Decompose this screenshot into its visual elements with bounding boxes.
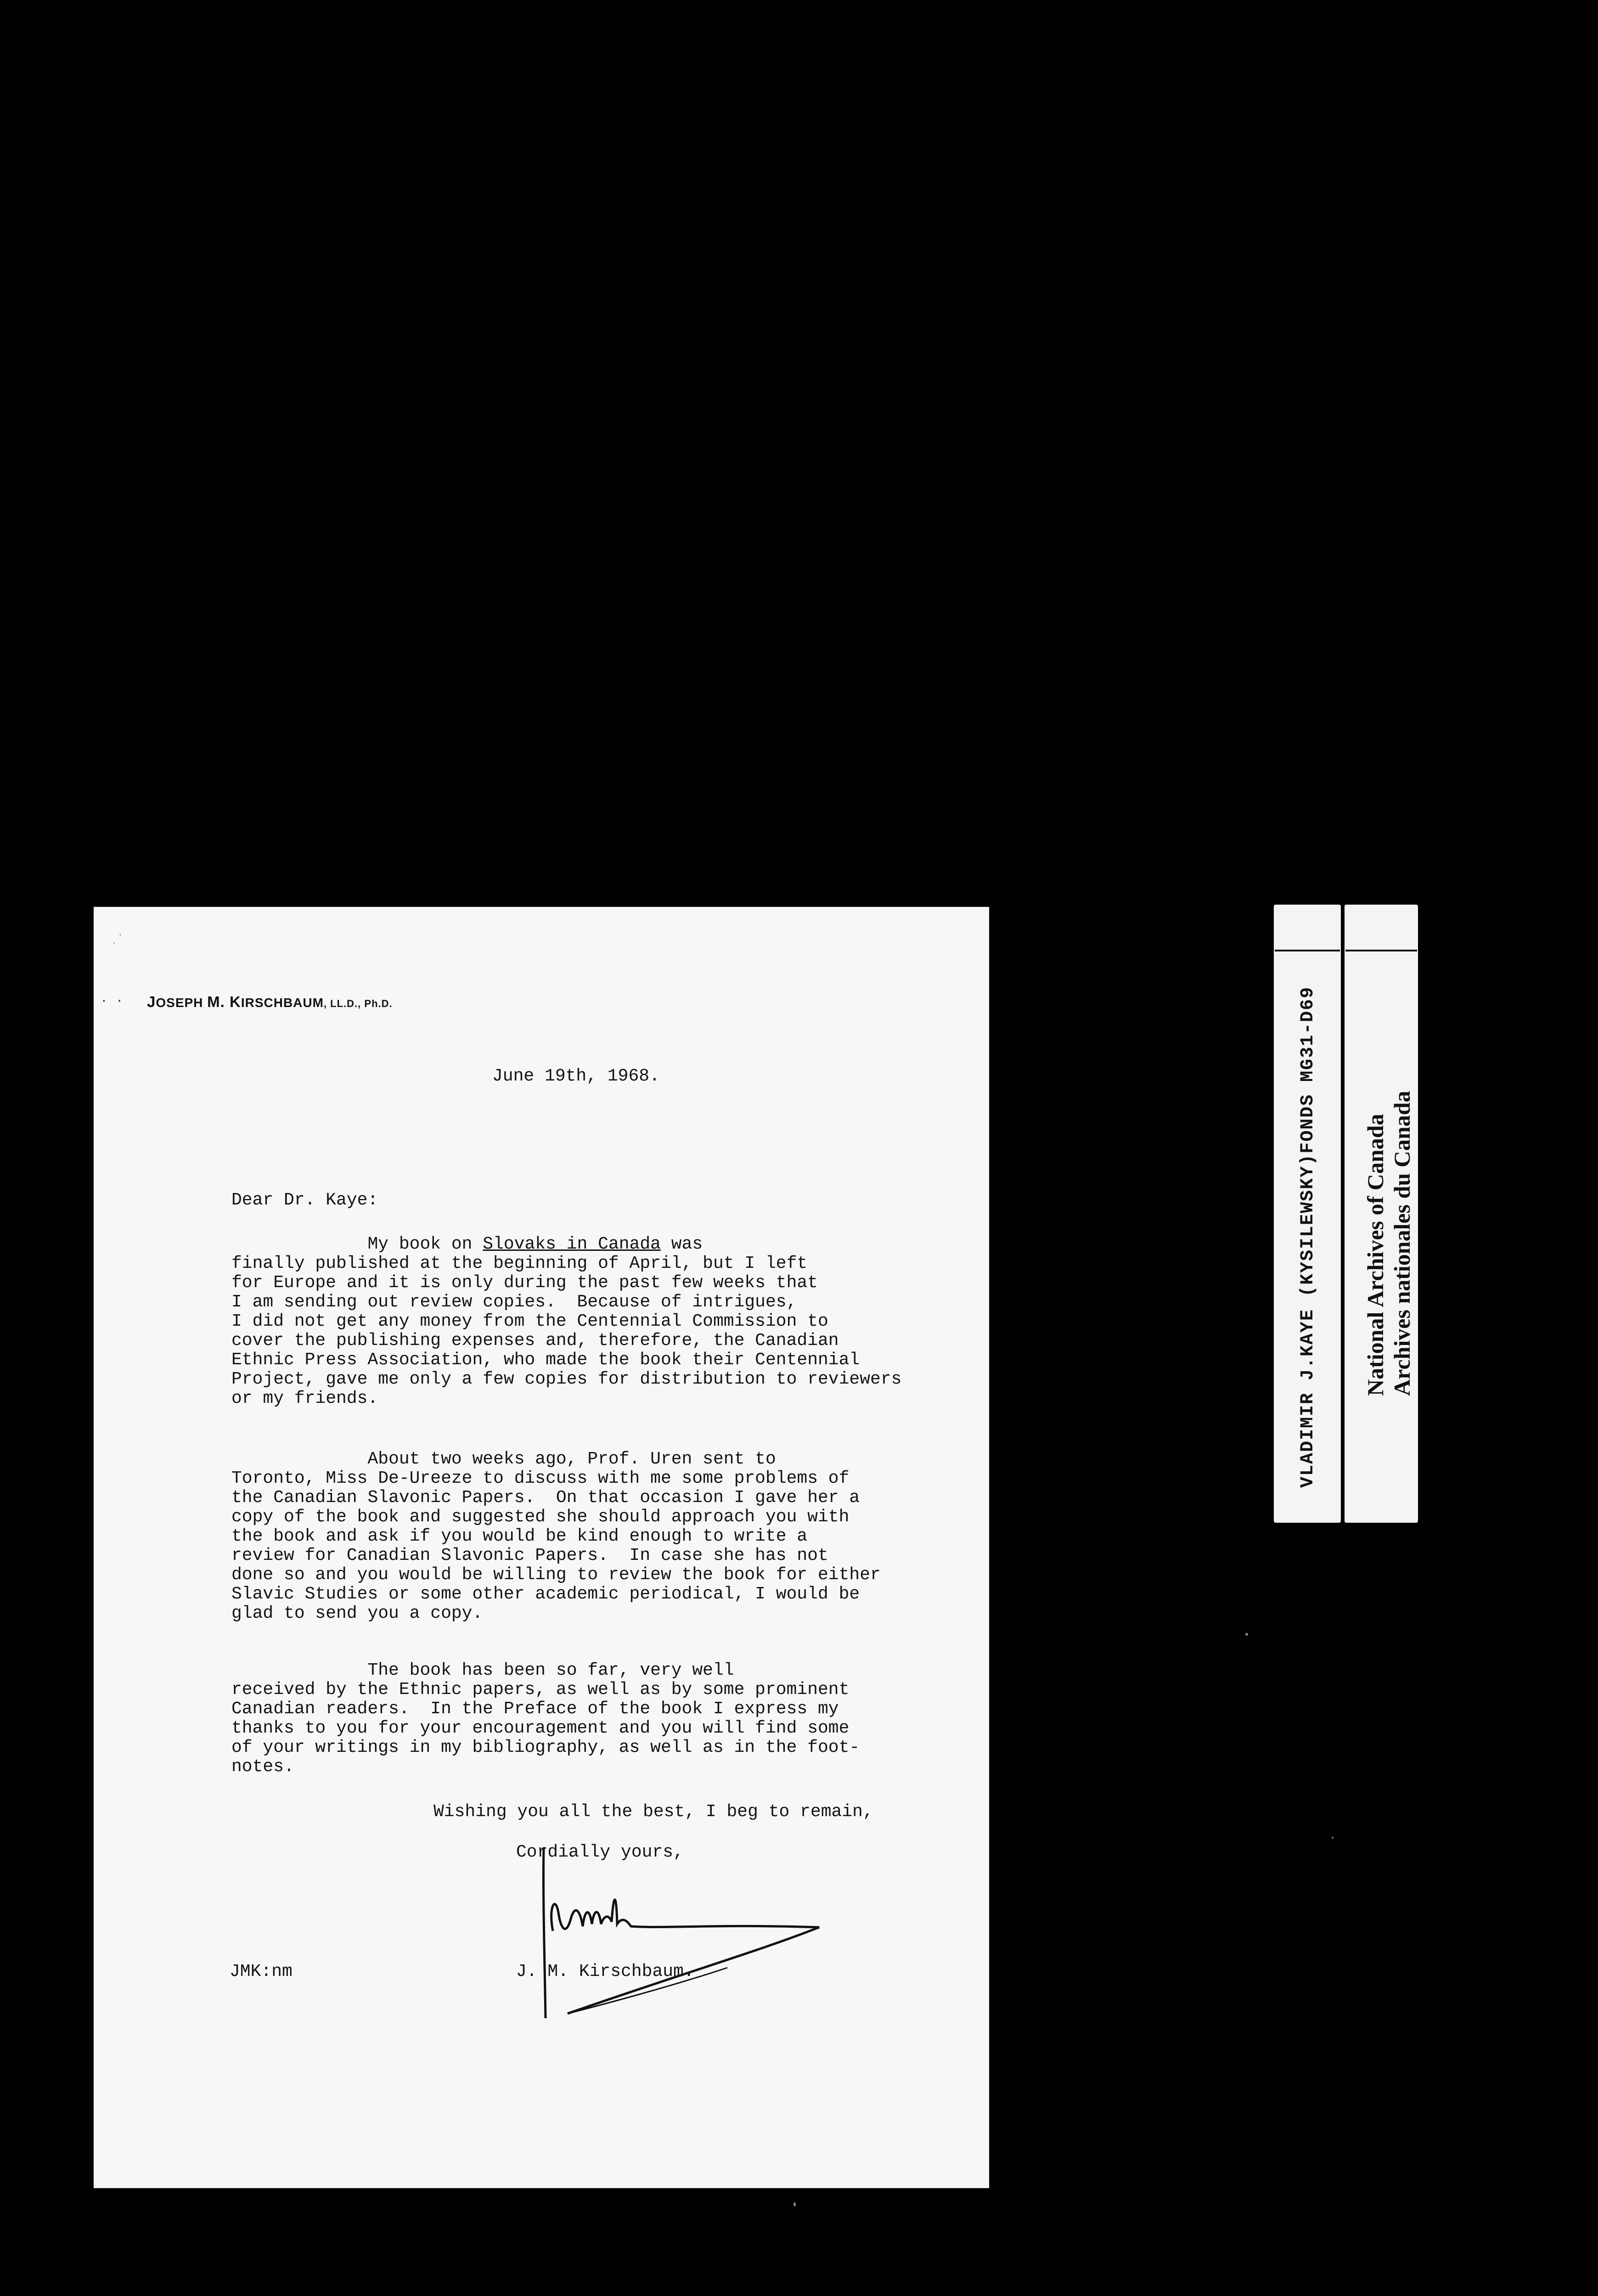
book-title: Slovaks in Canada (483, 1234, 661, 1254)
closing-line: Wishing you all the best, I beg to remain, (433, 1802, 873, 1822)
letterhead-initial: J (147, 993, 156, 1010)
film-speck (1332, 1837, 1334, 1839)
paragraph-1-body: finally published at the beginning of April, but I left for Europe and it is only during the past few weeks that I am sending out review copies. Because of intrigues, I did not get any money from the Centennial Commission to cover the publishing expenses and, therefore, the Canadian Ethnic Press Association, who made the book their Centennial Project, gave me only a few copies for distribution to reviewers or my friends. (231, 1254, 902, 1408)
archives-name-english: National Archives of Canada (1362, 1114, 1388, 1396)
paragraph-1-lead: My book on (231, 1234, 483, 1254)
margin-dots: · · (100, 994, 124, 1008)
complimentary-close: Cordially yours, (516, 1842, 684, 1862)
paragraph-1-lead-end: was (660, 1234, 703, 1254)
film-speck (793, 2202, 796, 2206)
archives-name-french: Archives nationales du Canada (1389, 1091, 1415, 1396)
film-speck (1245, 1633, 1248, 1636)
corner-mark: ˌ˙ (111, 934, 124, 945)
letterhead-degrees: , LL.D., Ph.D. (323, 998, 393, 1009)
paragraph-1 (231, 1235, 901, 1408)
letterhead-middle: M. K (207, 993, 241, 1010)
strip-divider (1345, 950, 1417, 951)
signed-name: J. M. Kirschbaum. (516, 1962, 694, 1981)
typist-initials: JMK:nm (230, 1962, 293, 1981)
fonds-reference-label: VLADIMIR J.KAYE (KYSILEWSKY)FONDS MG31-D69 (1298, 986, 1318, 1488)
handwritten-signature (535, 1839, 902, 2023)
paragraph-3: The book has been so far, very well received by the Ethnic papers, as well as by some prominent Canadian readers. In the Preface of the book I express my thanks to you for your encouragement and you will find some of your writings in my bibliography, as well as in the foot- notes. (231, 1660, 860, 1777)
salutation: Dear Dr. Kaye: (231, 1190, 378, 1210)
letter-page (94, 907, 989, 2188)
letterhead (147, 993, 393, 1011)
strip-divider (1275, 950, 1340, 951)
paragraph-2: About two weeks ago, Prof. Uren sent to Toronto, Miss De-Ureeze to discuss with me some problems of the Canadian Slavonic Papers. On that occasion I gave her a copy of the book and suggested she should approach you with the book and ask if you would be kind enough to write a review for Canadian Slavonic Papers. In case she has not done so and you would be willing to review the book for either Slavic Studies or some other academic periodical, I would be glad to send you a copy. (231, 1449, 881, 1623)
letterhead-first-name: OSEPH (156, 996, 208, 1010)
letterhead-last-name: IRSCHBAUM (241, 996, 324, 1010)
letter-date: June 19th, 1968. (492, 1066, 660, 1086)
